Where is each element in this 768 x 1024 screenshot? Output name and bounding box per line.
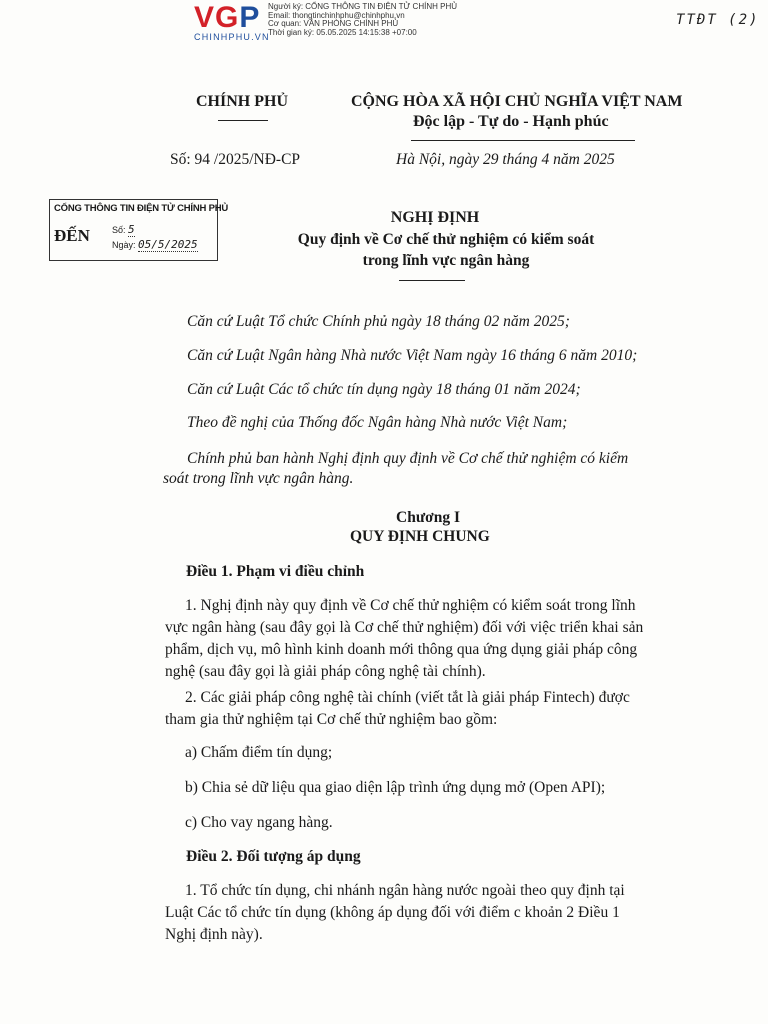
logo-letter-v: V [194, 1, 216, 34]
article-1-paragraph-1 [165, 595, 755, 683]
logo-mark [194, 2, 270, 34]
logo-subtitle: CHINHPHU.VN [194, 32, 270, 42]
document-number: Số: 94 /2025/NĐ-CP [170, 151, 301, 168]
place-date: Hà Nội, ngày 29 tháng 4 năm 2025 [396, 151, 615, 168]
enactment-line2: soát trong lĩnh vực ngân hàng. [163, 470, 354, 487]
article-2-p1-line: Luật Các tổ chức tín dụng (không áp dụng đối với điểm c khoản 2 Điều 1 [165, 904, 620, 921]
issuer-underline [218, 120, 268, 121]
article-1-p1-line: vực ngân hàng (sau đây gọi là Cơ chế thử nghiệm) đối với việc triển khai sản [165, 619, 644, 636]
chapter-name: QUY ĐỊNH CHUNG [350, 528, 490, 545]
article-1-p1-line: phẩm, dịch vụ, mô hình kinh doanh mới thông qua ứng dụng giải pháp công [165, 641, 638, 658]
article-2-heading: Điều 2. Đối tượng áp dụng [186, 848, 361, 865]
article-1-item-c: c) Cho vay ngang hàng. [185, 814, 333, 831]
article-1-p1-line: nghệ (sau đây gọi là giải pháp công nghệ tài chính). [165, 663, 486, 680]
signature-agency: Cơ quan: VĂN PHÒNG CHÍNH PHỦ [268, 19, 399, 28]
stamp-date-value: 05/5/2025 [138, 238, 198, 251]
country-name: CỘNG HÒA XÃ HỘI CHỦ NGHĨA VIỆT NAM [351, 93, 683, 110]
document-title-line2: trong lĩnh vực ngân hàng [362, 252, 530, 269]
stamp-title: CỔNG THÔNG TIN ĐIỆN TỬ CHÍNH PHỦ [54, 203, 229, 214]
article-1-item-b: b) Chia sẻ dữ liệu qua giao diện lập trình ứng dụng mở (Open API); [185, 779, 606, 796]
article-2-p1-line: Nghị định này). [165, 926, 263, 943]
enactment-line1: Chính phủ ban hành Nghị định quy định về Cơ chế thử nghiệm có kiểm [187, 450, 629, 467]
article-1-p2-line: 2. Các giải pháp công nghệ tài chính (viết tắt là giải pháp Fintech) được [185, 689, 630, 706]
stamp-den: ĐẾN [54, 226, 90, 245]
legal-basis-3: Căn cứ Luật Các tổ chức tín dụng ngày 18 tháng 01 năm 2024; [187, 381, 581, 398]
article-2-p1-line: 1. Tổ chức tín dụng, chi nhánh ngân hàng nước ngoài theo quy định tại [185, 882, 625, 899]
signature-time: Thời gian ký: 05.05.2025 14:15:38 +07:00 [268, 27, 417, 37]
article-1-p2-line: tham gia thử nghiệm tại Cơ chế thử nghiệm bao gồm: [165, 711, 498, 728]
stamp-number-label: Số: [112, 225, 126, 235]
legal-basis-1: Căn cứ Luật Tổ chức Chính phủ ngày 18 tháng 02 năm 2025; [187, 313, 570, 330]
motto-underline [411, 140, 635, 141]
vgp-logo [194, 2, 270, 44]
article-2-paragraph-1 [165, 880, 755, 946]
article-1-heading: Điều 1. Phạm vi điều chỉnh [186, 563, 365, 580]
document-type: NGHỊ ĐỊNH [390, 209, 480, 226]
article-1-paragraph-2 [165, 687, 755, 731]
logo-letter-p: P [239, 1, 261, 34]
title-underline [399, 280, 465, 281]
chapter-label: Chương I [396, 509, 460, 526]
document-title-line1: Quy định về Cơ chế thử nghiệm có kiểm soát [297, 231, 595, 248]
issuer-name: CHÍNH PHỦ [196, 93, 288, 110]
legal-basis-4: Theo đề nghị của Thống đốc Ngân hàng Nhà nước Việt Nam; [187, 414, 568, 431]
signature-signer: Người ký: CỔNG THÔNG TIN ĐIỆN TỬ CHÍNH PHỦ [268, 2, 458, 11]
handwritten-note: TTĐT (2) [676, 12, 760, 28]
article-1-p1-line: 1. Nghị định này quy định về Cơ chế thử nghiệm có kiểm soát trong lĩnh [185, 597, 636, 614]
digital-signature [268, 3, 457, 37]
stamp-number-value: 5 [128, 223, 135, 236]
logo-letter-g: G [215, 1, 240, 34]
motto: Độc lập - Tự do - Hạnh phúc [413, 113, 609, 130]
article-1-item-a: a) Chấm điểm tín dụng; [185, 744, 333, 761]
stamp-date-label: Ngày: [112, 240, 136, 250]
signature-email: Email: thongtinchinhphu@chinhphu.vn [268, 10, 405, 20]
legal-basis-2: Căn cứ Luật Ngân hàng Nhà nước Việt Nam ngày 16 tháng 6 năm 2010; [187, 347, 638, 364]
